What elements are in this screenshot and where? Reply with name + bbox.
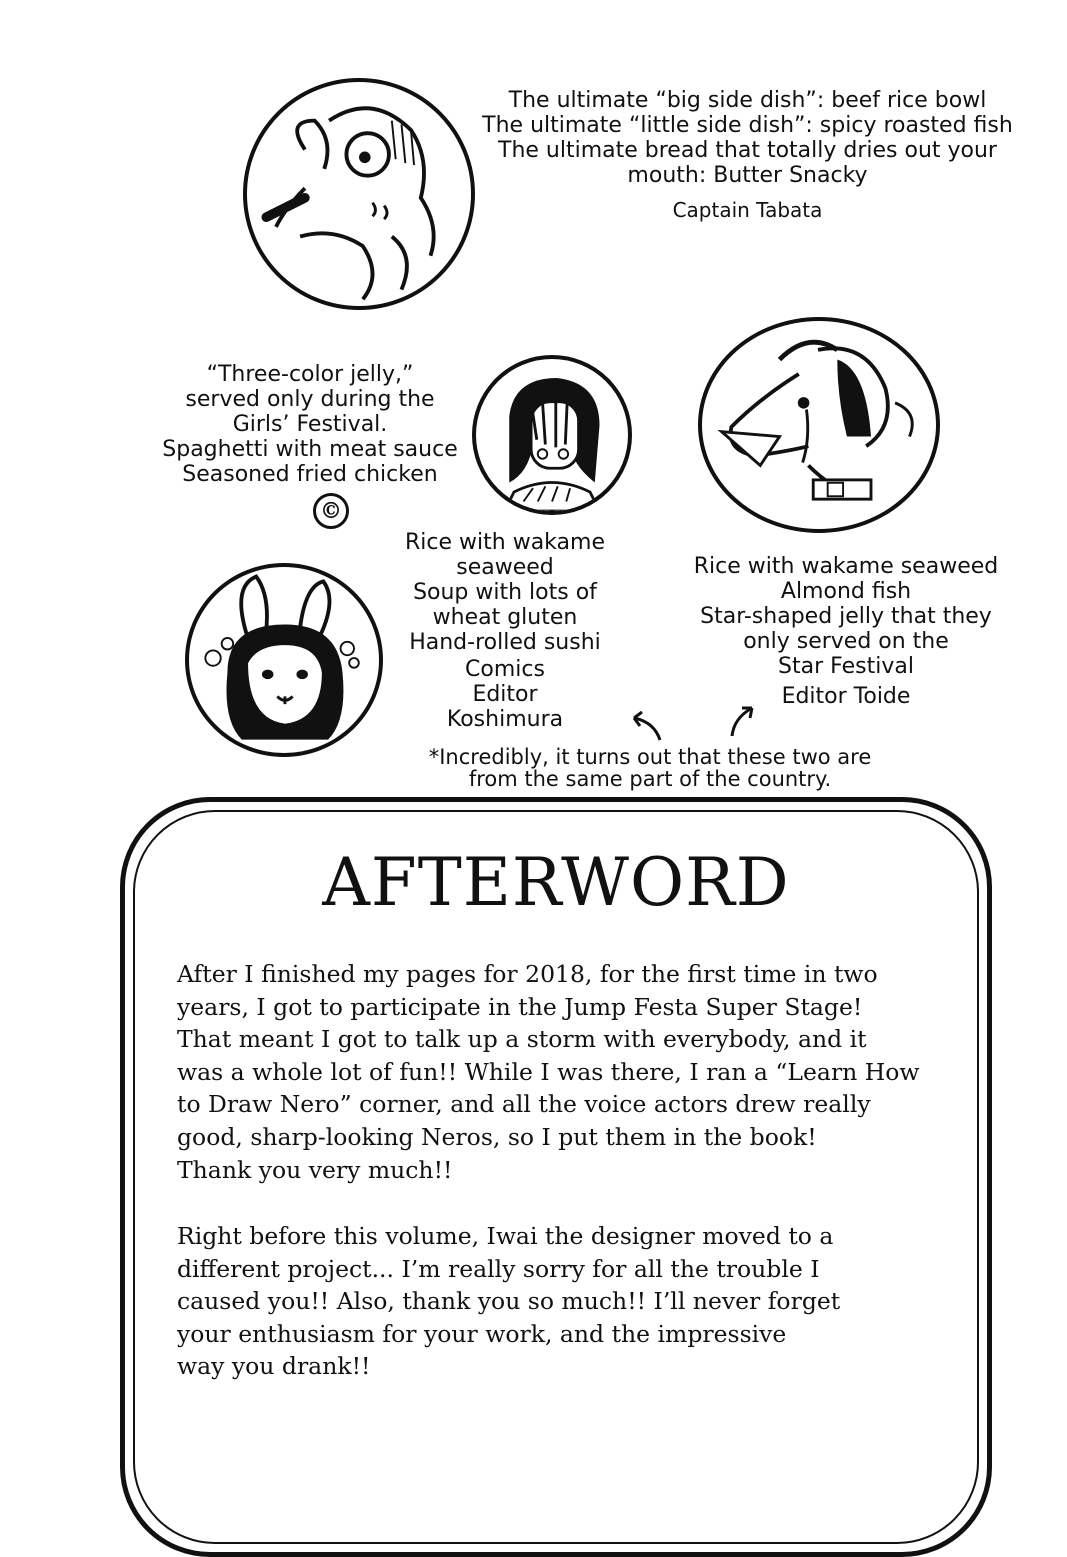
rabbit-portrait <box>185 563 383 757</box>
afterword-line: caused you!! Also, thank you so much!! I’ll never forget <box>177 1287 841 1316</box>
tabata-signature: Captain Tabata <box>672 198 823 222</box>
c-artist-line: served only during the <box>185 387 435 412</box>
toide-line: Rice with wakame seaweed <box>693 554 999 579</box>
koshimura-signature-line: Comics <box>465 657 545 682</box>
afterword-line: to Draw Nero” corner, and all the voice actors drew really <box>177 1090 871 1119</box>
afterword-box <box>120 797 992 1557</box>
copyright-mark: © <box>313 493 349 529</box>
footnote-line: *Incredibly, it turns out that these two are <box>428 745 872 769</box>
koshimura-signature-line: Editor <box>472 682 538 707</box>
tabata-line: The ultimate bread that totally dries out your <box>498 138 997 163</box>
afterword-line: That meant I got to talk up a storm with everybody, and it <box>177 1025 867 1054</box>
toide-line: only served on the <box>743 629 949 654</box>
afterword-line: Right before this volume, Iwai the designer moved to a <box>177 1222 834 1250</box>
c-artist-line: Spaghetti with meat sauce <box>162 437 458 462</box>
tabata-comment <box>455 88 1040 223</box>
afterword-line: good, sharp-looking Neros, so I put them in the book! <box>177 1122 817 1151</box>
afterword-paragraph-1 <box>177 958 967 1186</box>
koshimura-line: wheat gluten <box>432 605 578 630</box>
tabata-line: The ultimate “big side dish”: beef rice bowl <box>508 88 987 113</box>
toide-line: Star Festival <box>778 654 914 679</box>
koshimura-signature-line: Koshimura <box>446 707 564 732</box>
afterword-line: was a whole lot of fun!! While I was there, I ran a “Learn How <box>177 1057 920 1086</box>
koshimura-line: seaweed <box>456 555 554 580</box>
afterword-line: your enthusiasm for your work, and the impressive <box>177 1319 787 1348</box>
toide-comment <box>676 554 1016 709</box>
afterword-paragraph-2 <box>177 1220 967 1383</box>
koshimura-line: Soup with lots of <box>413 580 597 605</box>
c-artist-comment <box>145 362 475 487</box>
toide-line: Star-shaped jelly that they <box>700 604 992 629</box>
tabata-line: mouth: Butter Snacky <box>627 163 868 188</box>
afterword-line: way you drank!! <box>177 1352 371 1381</box>
tabata-line: The ultimate “little side dish”: spicy roasted fish <box>482 113 1013 138</box>
toide-line: Almond fish <box>780 579 912 604</box>
girl-portrait <box>472 355 632 515</box>
afterword-line: different project... I’m really sorry for all the trouble I <box>177 1254 820 1283</box>
afterword-line: years, I got to participate in the Jump Festa Super Stage! <box>177 992 863 1021</box>
footnote-line: from the same part of the country. <box>468 767 832 791</box>
koshimura-comment <box>385 530 625 732</box>
c-artist-line: “Three-color jelly,” <box>206 362 414 387</box>
koshimura-line: Rice with wakame <box>405 530 605 555</box>
afterword-line: After I finished my pages for 2018, for the first time in two <box>177 960 878 988</box>
arrow-right-icon <box>726 702 760 740</box>
arrow-left-icon <box>626 708 666 744</box>
toide-signature: Editor Toide <box>781 684 911 709</box>
duck-portrait <box>243 78 475 310</box>
goat-portrait <box>698 317 940 533</box>
koshimura-line: Hand-rolled sushi <box>409 630 601 655</box>
afterword-title: AFTERWORD <box>322 844 790 921</box>
footnote <box>400 746 900 790</box>
c-artist-line: Seasoned fried chicken <box>182 462 438 487</box>
afterword-line: Thank you very much!! <box>177 1155 453 1184</box>
c-artist-line: Girls’ Festival. <box>232 412 388 437</box>
